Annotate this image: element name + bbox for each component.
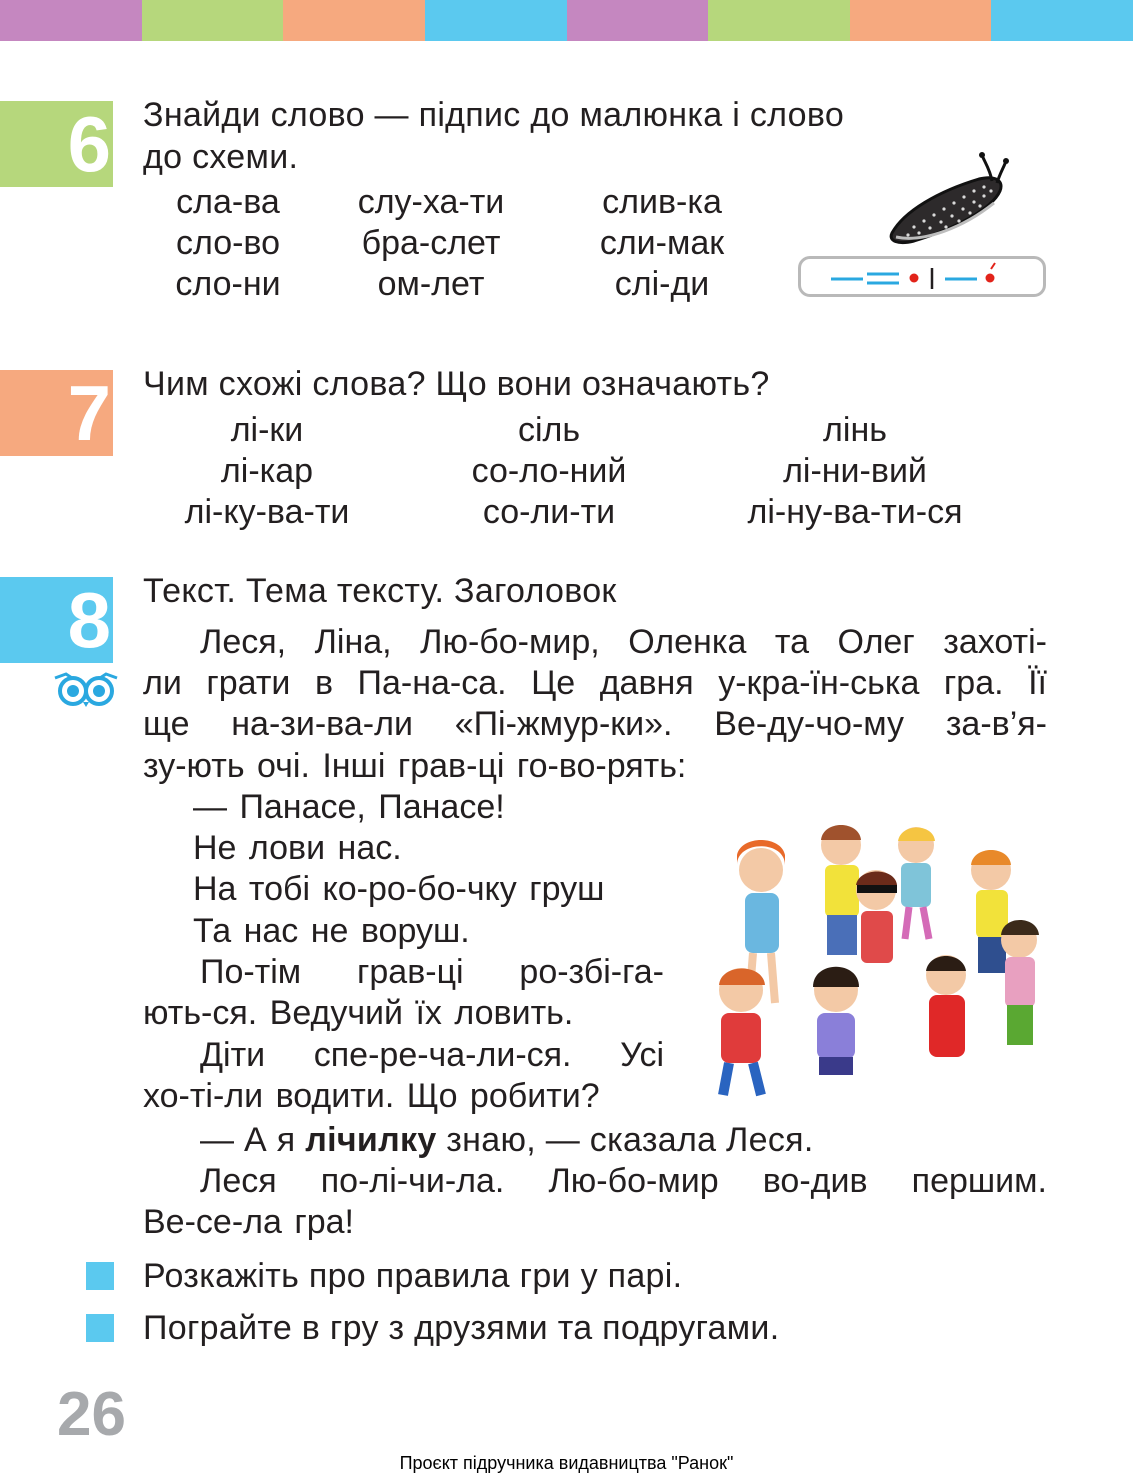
paragraph-line: Леся, Ліна, Лю-бо-мир, Оленка та Олег захоті- [200,623,1047,661]
syllable-word: лі-ку-ва-ти [184,493,350,531]
paragraph-line: ще на-зи-ва-ли «Пі-жмур-ки». Ве-ду-чо-му за-в’я- [143,705,1047,744]
paragraph-line: хо-ті-ли водити. Що робити? [143,1077,600,1116]
task8-paragraph-1 [143,622,1047,787]
task8-paragraph-3 [143,1035,664,1117]
quote-text-after: знаю, — сказала Леся. [436,1121,814,1159]
task-number-6: 6 [0,101,113,187]
syllable-word: со-ло-ний [471,452,627,490]
paragraph-line: ють-ся. Ведучий їх ловить. [143,994,574,1033]
syllable-word: слу-ха-ти [357,183,505,221]
header-stripe-segment [850,0,993,41]
syllable-scheme-icon [798,256,1046,297]
quote-text-before: — А я [200,1121,306,1159]
syllable-word: слі-ди [614,265,710,303]
task8-title: Текст. Тема тексту. Заголовок [143,572,617,610]
syllable-word: сли-мак [599,224,725,262]
header-stripe-segment [0,0,143,41]
header-stripe-segment [283,0,426,41]
syllable-word: сла-ва [176,183,280,221]
syllable-word: сіль [517,411,581,449]
task-number-7: 7 [0,370,113,456]
task-number-8: 8 [0,577,113,663]
verse-line: Не лови нас. [193,829,402,868]
footer-note: Проєкт підручника видавництва "Ранок" [399,1453,734,1473]
syllable-word: лі-кар [220,452,314,490]
task-play-game: Пограйте в гру з друзями та подругами. [143,1309,780,1347]
children-playing-picture [701,815,1048,1097]
owl-eyes-icon [52,670,120,708]
task8-paragraph-5 [143,1161,1047,1243]
syllable-word: лі-ки [230,411,304,449]
task8-quote-line [200,1120,814,1161]
verse-line: Та нас не воруш. [193,911,470,950]
task-discuss-rules: Розкажіть про правила гри у парі. [143,1257,683,1295]
syllable-word: сло-во [175,224,281,262]
task7-instruction: Чим схожі слова? Що вони означають? [143,365,770,403]
paragraph-line: Леся по-лі-чи-ла. Лю-бо-мир во-див першим. [200,1162,1047,1200]
verse [193,787,673,952]
syllable-word: сло-ни [175,265,281,303]
header-stripe-segment [142,0,285,41]
paragraph-line: Ве-се-ла гра! [143,1203,355,1242]
task8-paragraph-2 [143,952,664,1034]
syllable-word: ом-лет [377,265,485,303]
header-stripe-segment [567,0,710,41]
task6-instruction-line2: до схеми. [143,138,299,176]
syllable-word: слив-ка [602,183,722,221]
paragraph-line: зу-ють очі. Інші грав-ці го-во-рять: [143,746,687,785]
paragraph-line: ли грати в Па-на-са. Це давня у-кра-їн-ська гра. Її [143,664,1047,703]
verse-line: — Панасе, Панасе! [193,788,505,826]
task-marker-icon [86,1314,114,1342]
page-number: 26 [57,1380,126,1449]
header-stripe-segment [425,0,568,41]
task6-instruction-line1: Знайди слово — підпис до малюнка і слово [143,96,845,134]
quote-bold-word: лічилку [305,1121,437,1159]
header-stripe-segment [708,0,851,41]
paragraph-line: По-тім грав-ці ро-збі-га- [200,953,664,991]
paragraph-line: Діти спе-ре-ча-ли-ся. Усі [200,1036,664,1074]
verse-line: На тобі ко-ро-бо-чку груш [193,870,605,909]
syllable-word: со-ли-ти [482,493,616,531]
syllable-word: бра-слет [361,224,501,262]
slug-picture [884,151,1014,251]
syllable-word: лінь [823,411,887,449]
task-marker-icon [86,1262,114,1290]
syllable-word: лі-ни-вий [783,452,927,490]
syllable-word: лі-ну-ва-ти-ся [747,493,963,531]
header-stripe-segment [991,0,1133,41]
